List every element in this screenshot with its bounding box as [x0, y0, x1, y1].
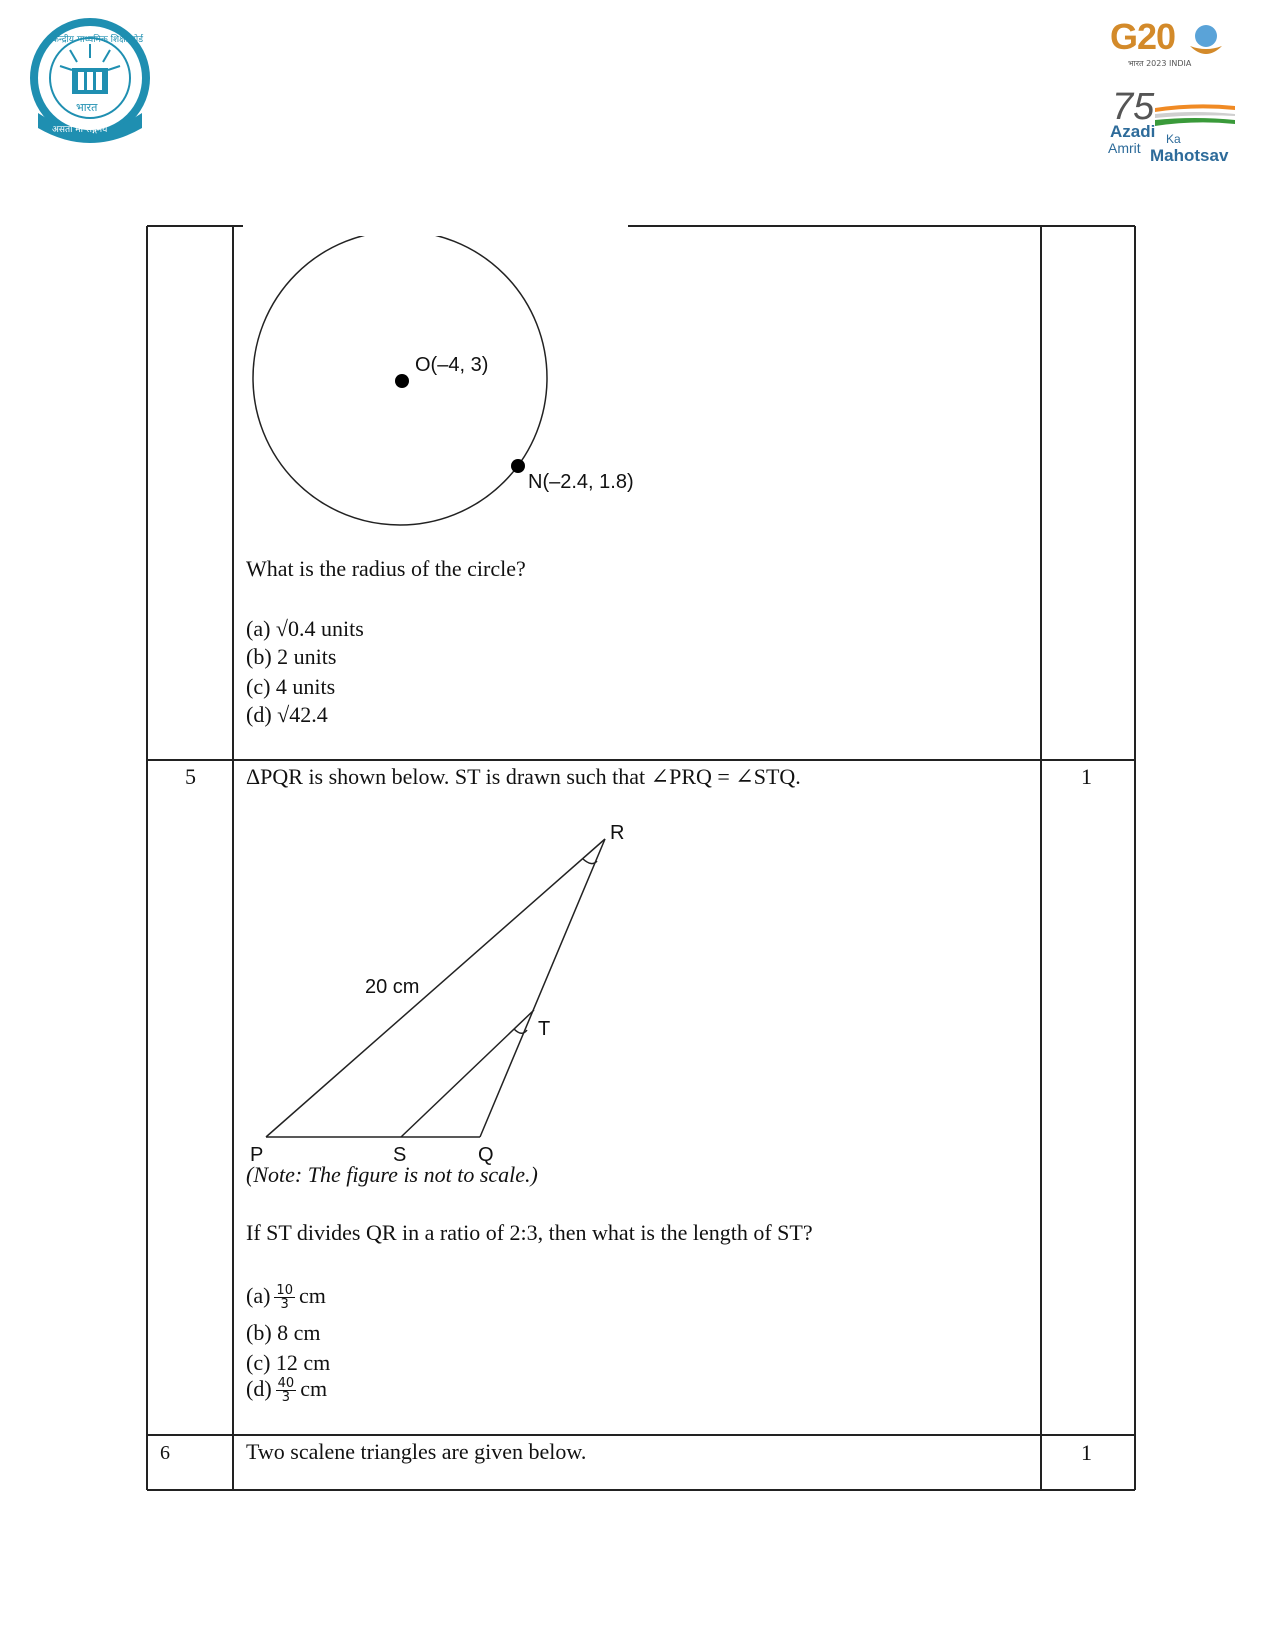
tricolor-flag-icon	[1155, 102, 1235, 126]
label-S: S	[393, 1144, 407, 1166]
q5-question: If ST divides QR in a ratio of 2:3, then what is the length of ST?	[246, 1220, 813, 1245]
q5-option-a-prefix: (a)	[246, 1283, 271, 1308]
q4-option-c: (c) 4 units	[246, 674, 336, 699]
label-R: R	[610, 822, 625, 844]
triangle-figure	[240, 815, 660, 1175]
cbse-logo-text-mid: भारत	[76, 101, 98, 114]
q6-marks: 1	[1081, 1440, 1092, 1465]
azadi-text: Azadi	[1110, 122, 1156, 141]
label-PR-length: 20 cm	[365, 976, 420, 998]
q4-option-d: (d) √42.4	[246, 702, 328, 727]
amrit-text: Amrit	[1108, 140, 1141, 156]
q5-option-a-unit: cm	[298, 1283, 326, 1308]
lotus-globe-icon	[1186, 22, 1226, 58]
q4-option-b: (b) 2 units	[246, 644, 337, 669]
label-P: P	[250, 1144, 264, 1166]
azadi-ka-text: Ka	[1166, 132, 1181, 146]
mahotsav-text: Mahotsav	[1150, 146, 1229, 165]
q6-statement: Two scalene triangles are given below.	[246, 1439, 587, 1464]
q5-option-b: (b) 8 cm	[246, 1320, 321, 1345]
label-N: N(–2.4, 1.8)	[528, 471, 634, 493]
q5-note: (Note: The figure is not to scale.)	[246, 1162, 538, 1187]
label-T: T	[538, 1018, 551, 1040]
cbse-logo-text-top: केन्द्रीय माध्यमिक शिक्षा बोर्ड	[52, 35, 144, 45]
q6-number: 6	[160, 1442, 170, 1464]
side-RQ	[480, 839, 605, 1137]
q5-option-d-denominator: 3	[281, 1390, 291, 1406]
q5-option-a-fraction	[274, 1284, 295, 1312]
g20-subtitle: भारत 2023 INDIA	[1128, 59, 1192, 68]
center-point-O	[395, 374, 409, 388]
label-O: O(–4, 3)	[415, 354, 489, 376]
q5-statement: ΔPQR is shown below. ST is drawn such that ∠PRQ = ∠STQ.	[246, 764, 801, 789]
g20-logo: G20	[1110, 16, 1176, 57]
q5-option-a-denominator: 3	[280, 1297, 289, 1313]
circle-figure	[245, 236, 645, 536]
point-N	[511, 459, 525, 473]
q5-option-a	[246, 1283, 326, 1312]
q5-option-d-unit: cm	[300, 1376, 328, 1401]
cbse-logo-text-bottom: असतो मा सद्गमय	[52, 125, 108, 135]
azadi-75: 75	[1112, 86, 1155, 128]
q5-option-d-prefix: (d)	[246, 1376, 272, 1401]
q5-number: 5	[185, 764, 196, 789]
cbse-logo	[30, 18, 150, 148]
side-PR	[266, 839, 605, 1137]
q4-question: What is the radius of the circle?	[246, 556, 526, 581]
q5-option-d-numerator: 40	[277, 1375, 295, 1391]
q5-option-c: (c) 12 cm	[246, 1350, 331, 1375]
q5-marks: 1	[1081, 764, 1092, 789]
label-Q: Q	[478, 1144, 494, 1166]
g20-azadi-logos	[1100, 16, 1240, 166]
q4-option-a: (a) √0.4 units	[246, 616, 364, 641]
q5-option-d	[246, 1376, 327, 1405]
q5-option-d-fraction	[276, 1377, 297, 1405]
q5-option-a-numerator: 10	[276, 1282, 293, 1298]
